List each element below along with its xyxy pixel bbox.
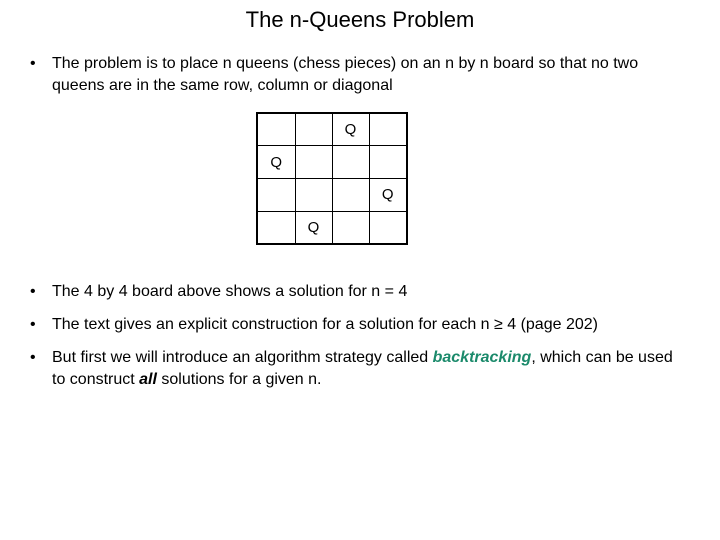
keyword-backtracking: backtracking: [432, 349, 532, 366]
board-cell: [295, 146, 332, 179]
bullet-solution-note: [30, 281, 690, 303]
board-cell: [369, 114, 406, 146]
bullet-dot: •: [30, 349, 36, 366]
board-row: [258, 146, 406, 179]
strategy-text-part2: , which can be used to construct: [52, 349, 673, 388]
bullet-dot: •: [30, 55, 36, 72]
bullet-construction: [30, 314, 690, 336]
board-grid: [258, 114, 406, 243]
board-cell: [332, 146, 369, 179]
bullet-construction-text: The text gives an explicit construction for a solution for each n ≥ 4 (page 202): [52, 316, 598, 333]
board-cell-queen: Q: [369, 178, 406, 211]
board-cell: [332, 211, 369, 243]
board-cell: [258, 211, 295, 243]
keyword-all: all: [139, 371, 157, 388]
board-cell-queen: Q: [258, 146, 295, 179]
board-cell-queen: Q: [295, 211, 332, 243]
bullet-solution-note-text: The 4 by 4 board above shows a solution for n = 4: [52, 283, 408, 300]
bullet-intro: [30, 53, 690, 97]
strategy-text-part1: But first we will introduce an algorithm strategy called: [52, 349, 433, 366]
board-cell: [332, 178, 369, 211]
strategy-text-part3: solutions for a given n.: [156, 371, 322, 388]
slide-title: The n-Queens Problem: [245, 7, 475, 32]
board-cell: [295, 178, 332, 211]
board-row: [258, 114, 406, 146]
bullet-intro-text: The problem is to place n queens (chess pieces) on an n by n board so that no two queens are in the same row, column or diagonal: [52, 55, 639, 94]
board-cell: [369, 146, 406, 179]
bullet-strategy-text: [52, 347, 690, 391]
board-cell-queen: Q: [332, 114, 369, 146]
board-cell: [295, 114, 332, 146]
board-cell: [258, 114, 295, 146]
bullet-strategy: [30, 347, 690, 391]
board-row: [258, 178, 406, 211]
board-cell: [369, 211, 406, 243]
board-row: [258, 211, 406, 243]
bullet-dot: •: [30, 316, 36, 333]
board-cell: [258, 178, 295, 211]
bullet-dot: •: [30, 283, 36, 300]
chess-board: [256, 112, 408, 245]
